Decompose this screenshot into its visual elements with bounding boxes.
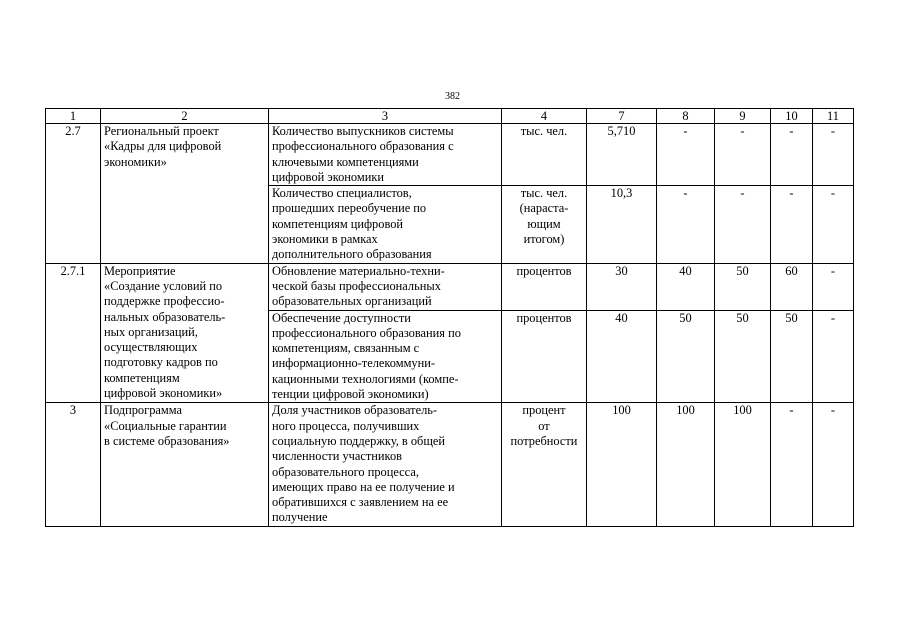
indicator-unit: тыс. чел. (нараста- ющим итогом) [502,186,587,263]
value-col-11: - [813,124,854,186]
value-col-7: 100 [587,403,657,526]
value-col-11: - [813,263,854,310]
column-header: 3 [269,109,502,124]
value-col-8: 100 [657,403,715,526]
value-col-8: 40 [657,263,715,310]
value-col-7: 10,3 [587,186,657,263]
column-header: 2 [101,109,269,124]
value-col-10: - [771,124,813,186]
value-col-7: 40 [587,310,657,403]
value-col-11: - [813,403,854,526]
column-header: 9 [715,109,771,124]
value-col-8: 50 [657,310,715,403]
value-col-11: - [813,186,854,263]
value-col-10: 50 [771,310,813,403]
section-number: 2.7 [46,124,101,264]
table-row [46,263,854,310]
section-number: 3 [46,403,101,526]
table-row [46,124,854,186]
section-name: Мероприятие «Создание условий по поддержке профессио- нальных образователь- ных организаций, осуществляющих подготовку кадров по компетенциям цифровой экономики» [101,263,269,403]
value-col-10: - [771,186,813,263]
value-col-9: 50 [715,263,771,310]
table-body [46,124,854,527]
indicator-text: Количество специалистов, прошедших переобучение по компетенциям цифровой экономики в рамках дополнительного образования [269,186,502,263]
section-number: 2.7.1 [46,263,101,403]
value-col-7: 5,710 [587,124,657,186]
value-col-8: - [657,124,715,186]
indicator-text: Количество выпускников системы профессионального образования с ключевыми компетенциями цифровой экономики [269,124,502,186]
indicator-unit: процентов [502,310,587,403]
indicator-unit: процент от потребности [502,403,587,526]
value-col-11: - [813,310,854,403]
indicator-text: Обновление материально-техни- ческой базы профессиональных образовательных организаций [269,263,502,310]
value-col-8: - [657,186,715,263]
indicator-text: Обеспечение доступности профессионального образования по компетенциям, связанным с информационно-телекоммуни- кационными технологиями (компе- тенции цифровой экономики) [269,310,502,403]
header-row [46,109,854,124]
section-name: Региональный проект «Кадры для цифровой экономики» [101,124,269,264]
table-header [46,109,854,124]
indicator-text: Доля участников образователь- ного процесса, получивших социальную поддержку, в общей численности участников образовательного процесса, имеющих право на ее получение и обратившихся с заявлением на ее получение [269,403,502,526]
table-row [46,403,854,526]
value-col-9: - [715,124,771,186]
column-header: 10 [771,109,813,124]
value-col-9: - [715,186,771,263]
value-col-9: 100 [715,403,771,526]
column-header: 8 [657,109,715,124]
column-header: 4 [502,109,587,124]
column-header: 11 [813,109,854,124]
value-col-10: 60 [771,263,813,310]
value-col-9: 50 [715,310,771,403]
page-number: 382 [445,91,460,102]
column-header: 7 [587,109,657,124]
indicator-unit: тыс. чел. [502,124,587,186]
value-col-10: - [771,403,813,526]
value-col-7: 30 [587,263,657,310]
indicator-unit: процентов [502,263,587,310]
column-header: 1 [46,109,101,124]
section-name: Подпрограмма «Социальные гарантии в системе образования» [101,403,269,526]
indicators-table [45,108,854,527]
